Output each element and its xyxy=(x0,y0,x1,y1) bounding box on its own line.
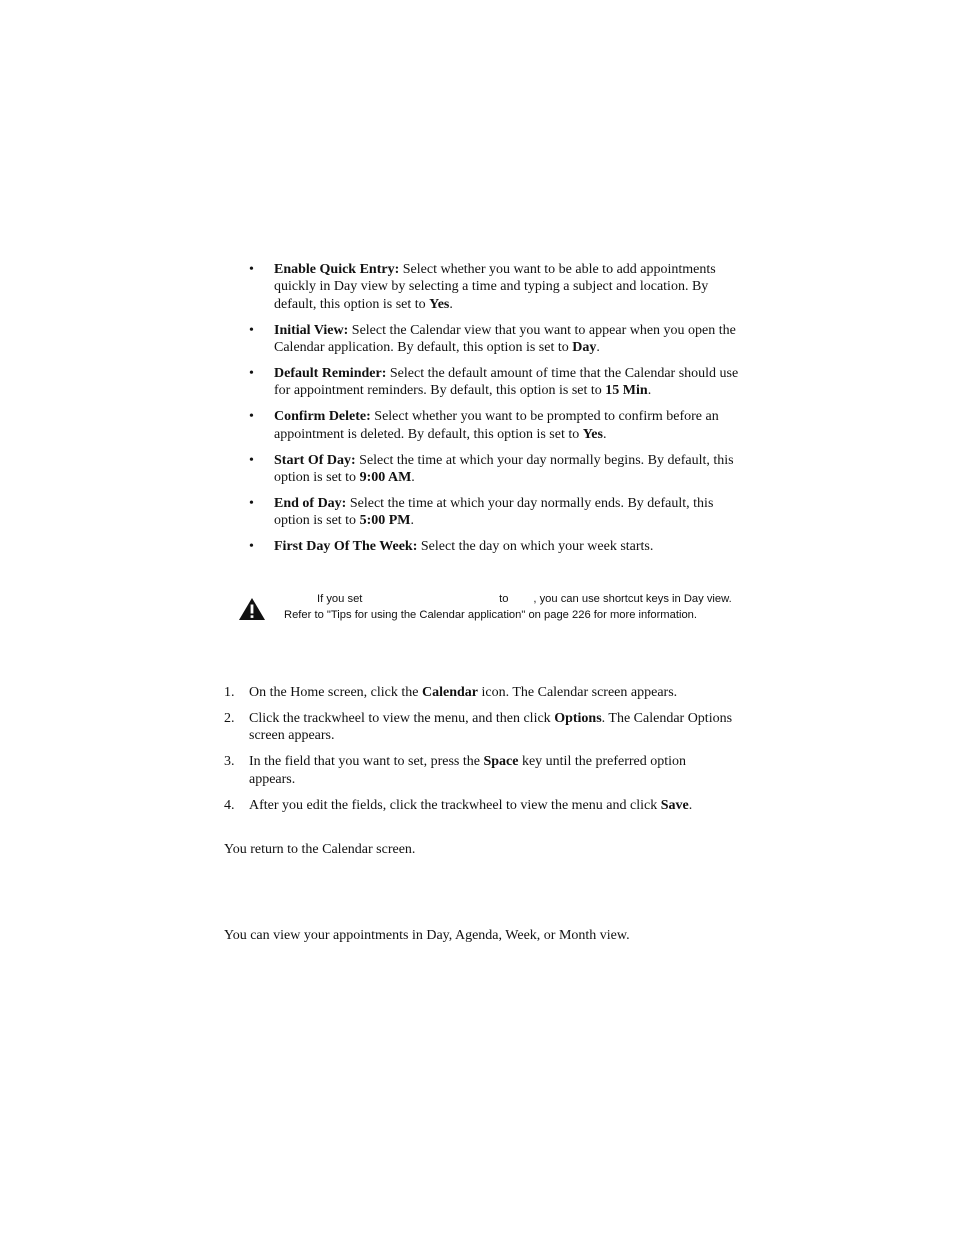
bullet: • xyxy=(249,452,254,468)
list-item xyxy=(249,261,739,313)
option-label: Confirm Delete: xyxy=(274,409,371,425)
calendar-options-list xyxy=(249,261,739,564)
views-paragraph: You can view your appointments in Day, Agenda, Week, or Month view. xyxy=(224,928,630,943)
note-box xyxy=(236,592,736,628)
option-description: Select the time at which your day normally begins. By default, this option is set to xyxy=(274,452,734,486)
bullet: • xyxy=(249,409,254,425)
note-line-2: Refer to "Tips for using the Calendar application" on page 226 for more information. xyxy=(284,608,697,621)
step-item xyxy=(224,753,734,788)
option-default-value: 5:00 PM xyxy=(359,513,411,529)
step-number: 2. xyxy=(224,710,235,726)
option-default-value: 15 Min xyxy=(605,383,648,399)
step-item xyxy=(224,710,734,745)
list-item xyxy=(249,538,739,555)
option-description: Select the time at which your day normally ends. By default, this option is set to xyxy=(274,495,714,529)
step-ui-term: Calendar xyxy=(422,685,478,700)
result-paragraph: You return to the Calendar screen. xyxy=(224,842,416,857)
option-label: Start Of Day: xyxy=(274,452,356,468)
step-text: . xyxy=(688,797,693,813)
step-text: . The Calendar Options screen appears. xyxy=(249,710,733,744)
option-description: Select whether you want to be prompted to confirm before an appointment is deleted. By default, this option is set to xyxy=(274,409,719,442)
option-end: . xyxy=(449,296,453,312)
option-default-value: Yes xyxy=(582,426,603,442)
step-text: In the field that you want to set, press the xyxy=(249,754,484,770)
step-text: key until the preferred option appears. xyxy=(249,754,687,787)
bullet: • xyxy=(249,495,254,511)
bullet: • xyxy=(249,262,254,277)
option-end: . xyxy=(410,513,414,529)
option-description: Select whether you want to be able to add appointments quickly in Day view by selecting a time and typing a subject and location. By default, this option is set to xyxy=(274,262,716,312)
step-item xyxy=(224,684,734,701)
option-description: Select the day on which your week starts. xyxy=(417,539,654,555)
list-item xyxy=(249,495,739,530)
step-ui-term: Save xyxy=(660,797,689,813)
list-item xyxy=(249,322,739,357)
list-item xyxy=(249,365,739,400)
bullet: • xyxy=(249,366,254,382)
option-end: . xyxy=(602,426,607,442)
option-end: . xyxy=(411,470,415,486)
option-label: End of Day: xyxy=(274,495,347,511)
option-label: First Day Of The Week: xyxy=(274,539,418,555)
step-text: On the Home screen, click the xyxy=(249,685,422,700)
option-label: Initial View: xyxy=(274,322,349,338)
list-item xyxy=(249,452,739,487)
step-ui-term: Space xyxy=(483,754,519,770)
option-default-value: Day xyxy=(572,340,597,356)
note-text xyxy=(284,592,734,623)
option-default-value: 9:00 AM xyxy=(359,470,412,486)
step-number: 4. xyxy=(224,797,235,813)
step-number: 3. xyxy=(224,754,235,770)
list-item xyxy=(249,408,739,443)
option-label: Enable Quick Entry: xyxy=(274,262,400,277)
step-text: icon. The Calendar screen appears. xyxy=(478,685,678,700)
note-line-1: If you set to , you can use shortcut keys in Day view. xyxy=(317,593,732,605)
step-number: 1. xyxy=(224,685,235,700)
warning-icon xyxy=(238,597,266,621)
option-description: Select the default amount of time that the Calendar should use for appointment reminders. By default, this option is set to xyxy=(274,366,739,399)
bullet: • xyxy=(249,322,254,338)
option-description: Select the Calendar view that you want to appear when you open the Calendar application. By default, this option is set to xyxy=(274,322,736,356)
option-label: Default Reminder: xyxy=(274,366,387,382)
option-default-value: Yes xyxy=(429,296,450,312)
bullet: • xyxy=(249,539,254,555)
procedure-steps xyxy=(224,684,734,822)
step-item xyxy=(224,797,734,814)
option-end: . xyxy=(647,383,652,399)
option-end: . xyxy=(596,340,600,356)
step-text: Click the trackwheel to view the menu, and then click xyxy=(249,710,555,726)
step-text: After you edit the fields, click the trackwheel to view the menu and click xyxy=(249,797,661,813)
step-ui-term: Options xyxy=(554,710,602,726)
